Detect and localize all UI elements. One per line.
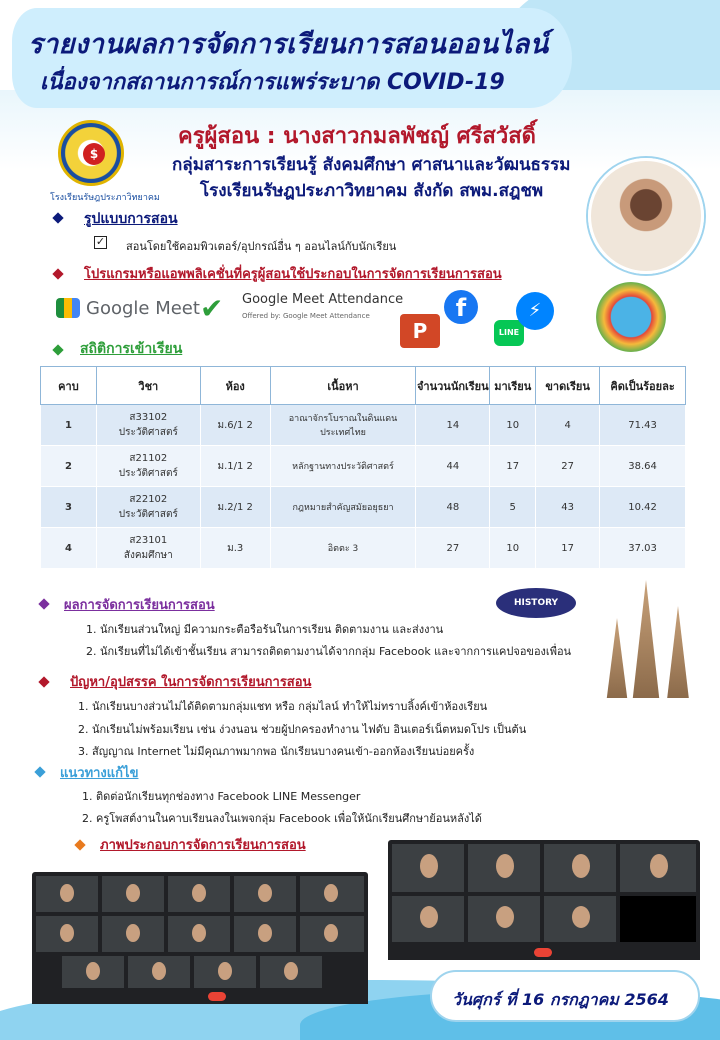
google-meet-icon	[56, 298, 80, 318]
participant-face	[192, 884, 206, 902]
page-subtitle: เนื่องจากสถานการณ์การแพร่ระบาด COVID-19	[40, 70, 505, 95]
percent-cell: 38.64	[600, 446, 686, 487]
problems-item: 2. นักเรียนไม่พร้อมเรียน เช่น ง่วงนอน ช่วยผู้ปกครองทำงาน ไฟดับ อินเตอร์เน็ตหมดโปร เป็นต้น	[78, 723, 527, 736]
room-cell: ม.1/1 2	[200, 446, 270, 487]
participant-tile	[620, 896, 696, 942]
percent-cell: 71.43	[600, 405, 686, 446]
participant-face	[258, 884, 272, 902]
subject-group: กลุ่มสาระการเรียนรู้ สังคมศึกษา ศาสนาและวัฒนธรรม	[172, 155, 571, 175]
temple-illustration	[600, 578, 700, 698]
gma-subtitle: Offered by: Google Meet Attendance	[242, 312, 370, 320]
subject-name: สังคมศึกษา	[123, 550, 173, 561]
diamond-bullet-icon	[52, 212, 63, 223]
period-cell: 2	[41, 446, 97, 487]
participant-face	[650, 854, 668, 878]
participant-face	[420, 906, 438, 928]
participant-face	[572, 854, 590, 878]
apps-heading: โปรแกรมหรือแอพพลิเคชั่นที่ครูผู้สอนใช้ประกอบในการจัดการเรียนการสอน	[84, 267, 502, 282]
diamond-bullet-icon	[52, 268, 63, 279]
participant-face	[218, 962, 232, 980]
meet-screenshot-right	[388, 840, 700, 960]
period-cell: 3	[41, 487, 97, 528]
subject-cell	[96, 446, 200, 487]
participant-face	[324, 884, 338, 902]
table-row	[41, 487, 686, 528]
participant-tile	[128, 956, 190, 988]
present-cell: 10	[490, 528, 536, 569]
participant-tile	[234, 916, 296, 952]
participant-tile	[544, 896, 616, 942]
globe-icon	[596, 282, 666, 352]
temple-spire	[600, 618, 634, 698]
facebook-icon: f	[444, 290, 478, 324]
attendance-heading: สถิติการเข้าเรียน	[80, 341, 183, 357]
participant-tile	[392, 844, 464, 892]
teaching-format-heading: รูปแบบการสอน	[84, 211, 178, 227]
emblem-center-icon: $	[83, 143, 105, 165]
participant-face	[496, 906, 514, 928]
students-cell: 27	[416, 528, 490, 569]
participant-face	[192, 924, 206, 942]
participant-tile	[62, 956, 124, 988]
participant-face	[152, 962, 166, 980]
subject-name: ประวัติศาสตร์	[118, 468, 178, 479]
teacher-photo	[588, 158, 704, 274]
subject-cell	[96, 528, 200, 569]
results-heading: ผลการจัดการเรียนการสอน	[64, 598, 215, 613]
participant-tile	[168, 876, 230, 912]
column-header: วิชา	[96, 367, 200, 405]
results-item: 1. นักเรียนส่วนใหญ่ มีความกระตือรือร้นในการเรียน ติดตามงาน และส่งงาน	[86, 623, 444, 636]
percent-cell: 37.03	[600, 528, 686, 569]
absent-cell: 43	[536, 487, 600, 528]
room-cell: ม.6/1 2	[200, 405, 270, 446]
participant-tile	[544, 844, 616, 892]
subject-code: ส22102	[129, 494, 168, 505]
results-item: 2. นักเรียนที่ไม่ได้เข้าชั้นเรียน สามารถติดตามงานได้จากกลุ่ม Facebook และจากการแคปจอของเพื่อน	[86, 645, 572, 658]
diamond-bullet-icon	[38, 598, 49, 609]
room-cell: ม.3	[200, 528, 270, 569]
line-app-icon: LINE	[494, 320, 524, 346]
room-cell: ม.2/1 2	[200, 487, 270, 528]
participant-tile	[300, 876, 364, 912]
participant-face	[496, 854, 514, 878]
teaching-format-item: สอนโดยใช้คอมพิวเตอร์/อุปกรณ์อื่น ๆ ออนไลน์กับนักเรียน	[126, 240, 397, 253]
column-header: ขาดเรียน	[536, 367, 600, 405]
column-header: คาบ	[41, 367, 97, 405]
problems-item: 1. นักเรียนบางส่วนไม่ได้ติดตามกลุ่มแชท หรือ กลุ่มไลน์ ทำให้ไม่ทราบลิ้งค์เข้าห้องเรียน	[78, 700, 488, 713]
participant-tile	[468, 844, 540, 892]
solutions-item: 1. ติดต่อนักเรียนทุกช่องทาง Facebook LINE Messenger	[82, 790, 361, 803]
column-header: ห้อง	[200, 367, 270, 405]
column-header: จำนวนนักเรียน	[416, 367, 490, 405]
end-call-icon	[534, 948, 552, 957]
participant-tile	[36, 916, 98, 952]
participant-face	[126, 884, 140, 902]
teacher-name: ครูผู้สอน : นางสาวกมลพัชญ์ ศรีสวัสดิ์	[178, 124, 536, 149]
school-logo-caption: โรงเรียนรัษฎประภาวิทยาคม	[50, 193, 160, 203]
participant-tile	[620, 844, 696, 892]
diamond-bullet-icon	[34, 766, 45, 777]
content-cell: อิตตะ 3	[270, 528, 416, 569]
participant-face	[126, 924, 140, 942]
end-call-icon	[208, 992, 226, 1001]
period-cell: 4	[41, 528, 97, 569]
problems-item: 3. สัญญาณ Internet ไม่มีคุณภาพมากพอ นักเรียนบางคนเข้า-ออกห้องเรียนบ่อยครั้ง	[78, 745, 475, 758]
subject-cell	[96, 487, 200, 528]
participant-tile	[300, 916, 364, 952]
subject-name: ประวัติศาสตร์	[118, 509, 178, 520]
report-date: วันศุกร์ ที่ 16 กรกฎาคม 2564	[452, 990, 669, 1009]
participant-tile	[260, 956, 322, 988]
absent-cell: 17	[536, 528, 600, 569]
table-row	[41, 528, 686, 569]
participant-face	[324, 924, 338, 942]
table-row	[41, 405, 686, 446]
temple-spire	[660, 606, 696, 698]
participant-tile	[36, 876, 98, 912]
solutions-heading: แนวทางแก้ไข	[60, 766, 139, 781]
absent-cell: 27	[536, 446, 600, 487]
content-cell: กฎหมายสำคัญสมัยอยุธยา	[270, 487, 416, 528]
diamond-bullet-icon	[38, 676, 49, 687]
present-cell: 5	[490, 487, 536, 528]
period-cell: 1	[41, 405, 97, 446]
participant-tile	[102, 876, 164, 912]
participant-tile	[234, 876, 296, 912]
participant-face	[258, 924, 272, 942]
content-cell: หลักฐานทางประวัติศาสตร์	[270, 446, 416, 487]
subject-code: ส21102	[129, 453, 168, 464]
participant-face	[60, 924, 74, 942]
table-row	[41, 446, 686, 487]
meet-screenshot-left	[32, 872, 368, 1004]
history-badge: HISTORY	[496, 588, 576, 618]
participant-tile	[392, 896, 464, 942]
participant-face	[60, 884, 74, 902]
subject-code: ส23101	[129, 535, 168, 546]
checkbox-icon: ✓	[95, 235, 106, 248]
subject-cell	[96, 405, 200, 446]
percent-cell: 10.42	[600, 487, 686, 528]
participant-tile	[102, 916, 164, 952]
powerpoint-icon: P	[400, 314, 440, 348]
content-cell: อาณาจักรโบราณในดินแดนประเทศไทย	[270, 405, 416, 446]
column-header: คิดเป็นร้อยละ	[600, 367, 686, 405]
attendance-table	[40, 366, 686, 569]
participant-face	[284, 962, 298, 980]
subject-name: ประวัติศาสตร์	[118, 427, 178, 438]
participant-face	[420, 854, 438, 878]
check-icon: ✔	[200, 292, 224, 325]
students-cell: 44	[416, 446, 490, 487]
absent-cell: 4	[536, 405, 600, 446]
school-emblem-icon	[58, 120, 124, 186]
table-header-row	[41, 367, 686, 405]
participant-tile	[194, 956, 256, 988]
participant-face	[572, 906, 590, 928]
meet-toolbar	[32, 990, 368, 1004]
page-title: รายงานผลการจัดการเรียนการสอนออนไลน์	[28, 29, 549, 60]
present-cell: 17	[490, 446, 536, 487]
participant-tile	[468, 896, 540, 942]
google-meet-label: Google Meet	[86, 298, 200, 319]
temple-spire	[624, 580, 668, 698]
diamond-bullet-icon	[74, 839, 85, 850]
participant-tile	[168, 916, 230, 952]
students-cell: 48	[416, 487, 490, 528]
messenger-icon: ⚡	[516, 292, 554, 330]
column-header: มาเรียน	[490, 367, 536, 405]
subject-code: ส33102	[129, 412, 168, 423]
school-name: โรงเรียนรัษฎประภาวิทยาคม สังกัด สพม.สฎชพ	[200, 181, 544, 201]
gma-title: Google Meet Attendance	[242, 292, 404, 307]
students-cell: 14	[416, 405, 490, 446]
column-header: เนื้อหา	[270, 367, 416, 405]
solutions-item: 2. ครูโพสต์งานในคาบเรียนลงในเพจกลุ่ม Facebook เพื่อให้นักเรียนศึกษาย้อนหลังได้	[82, 812, 482, 825]
photos-heading: ภาพประกอบการจัดการเรียนการสอน	[100, 838, 306, 853]
participant-face	[86, 962, 100, 980]
problems-heading: ปัญหา/อุปสรรค ในการจัดการเรียนการสอน	[70, 675, 312, 690]
present-cell: 10	[490, 405, 536, 446]
